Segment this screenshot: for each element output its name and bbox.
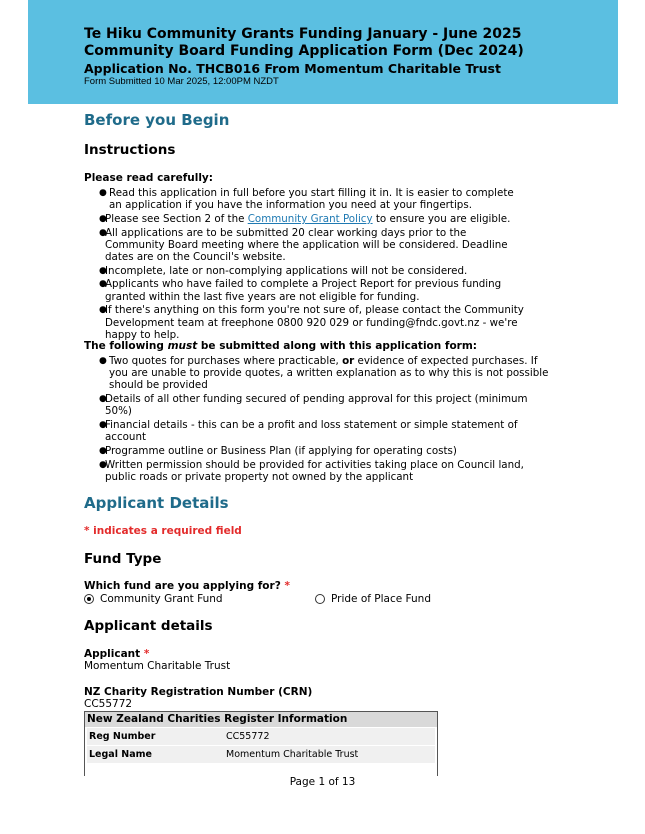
table-row	[87, 728, 435, 745]
form-header	[28, 0, 618, 104]
charities-register-table	[84, 711, 438, 776]
table-cell-value: Momentum Charitable Trust	[226, 749, 359, 760]
table-cell-key: Legal Name	[89, 749, 152, 760]
list-item: ● Please see Section 2 of the Community Grant Policy to ensure you are eligible.	[99, 212, 511, 225]
fund-type-heading: Fund Type	[84, 551, 162, 567]
page-number: Page 1 of 13	[289, 776, 356, 788]
table-row	[87, 746, 435, 763]
crn-value: CC55772	[84, 698, 133, 710]
fund-option-label: Pride of Place Fund	[331, 593, 431, 605]
applicant-details-heading: Applicant Details	[84, 494, 229, 512]
instructions-list	[99, 187, 529, 342]
list-item: ● All applications are to be submitted 20 clear working days prior to the Community Board meeting where the application will be considered. Deadline dates are on the Council's website.	[99, 226, 508, 264]
list-item: ● Written permission should be provided for activities taking place on Council land, public roads or private property not owned by the applicant	[99, 458, 524, 483]
crn-label: NZ Charity Registration Number (CRN)	[84, 686, 313, 698]
application-number: Application No. THCB016 From Momentum Charitable Trust	[84, 61, 501, 76]
list-item: ● Applicants who have failed to complete a Project Report for previous funding granted within the last five years are not eligible for funding.	[99, 278, 502, 303]
applicant-details-subheading: Applicant details	[84, 618, 213, 634]
form-title-line2: Community Board Funding Application Form (Dec 2024)	[84, 43, 524, 59]
required-documents-list	[99, 355, 549, 485]
list-item: ● Programme outline or Business Plan (if applying for operating costs)	[99, 444, 457, 457]
table-cell-key: Reg Number	[89, 731, 156, 742]
fund-option-label: Community Grant Fund	[100, 593, 223, 605]
read-carefully-label: Please read carefully:	[84, 172, 213, 184]
list-item: ● Two quotes for purchases where practicable, or evidence of expected purchases. If you are unable to provide quotes, a written explanation as to why this is not possible should be provided	[99, 355, 549, 392]
radio-selected-icon[interactable]	[84, 594, 94, 604]
fund-option-community-grant[interactable]	[84, 593, 223, 605]
must-submit-heading: The following must be submitted along with this application form:	[84, 340, 477, 352]
applicant-value: Momentum Charitable Trust	[84, 660, 231, 672]
fund-option-pride-of-place[interactable]	[315, 593, 431, 605]
table-header: New Zealand Charities Register Information	[85, 712, 437, 727]
submission-timestamp: Form Submitted 10 Mar 2025, 12:00PM NZDT	[84, 76, 279, 87]
fund-question-label: Which fund are you applying for? *	[84, 580, 290, 592]
list-item: ● If there's anything on this form you're not sure of, please contact the Community Development team at freephone 0800 920 029 or funding@fndc.govt.nz - we're happy to help.	[99, 304, 524, 341]
before-you-begin-heading: Before you Begin	[84, 111, 230, 129]
list-item: ● Details of all other funding secured of pending approval for this project (minimum 50%)	[99, 393, 528, 418]
list-item: ● Financial details - this can be a profit and loss statement or simple statement of account	[99, 419, 518, 444]
radio-unselected-icon[interactable]	[315, 594, 325, 604]
form-title-line1: Te Hiku Community Grants Funding January - June 2025	[84, 26, 522, 42]
applicant-label: Applicant *	[84, 648, 150, 660]
community-grant-policy-link[interactable]: Community Grant Policy	[247, 212, 373, 225]
list-item: ● Read this application in full before you start filling it in. It is easier to complete an application if you have the information you need at your fingertips.	[99, 187, 514, 212]
required-field-note: * indicates a required field	[84, 525, 242, 537]
table-cell-value: CC55772	[226, 731, 270, 742]
instructions-heading: Instructions	[84, 142, 176, 158]
list-item: ● Incomplete, late or non-complying applications will not be considered.	[99, 264, 468, 277]
